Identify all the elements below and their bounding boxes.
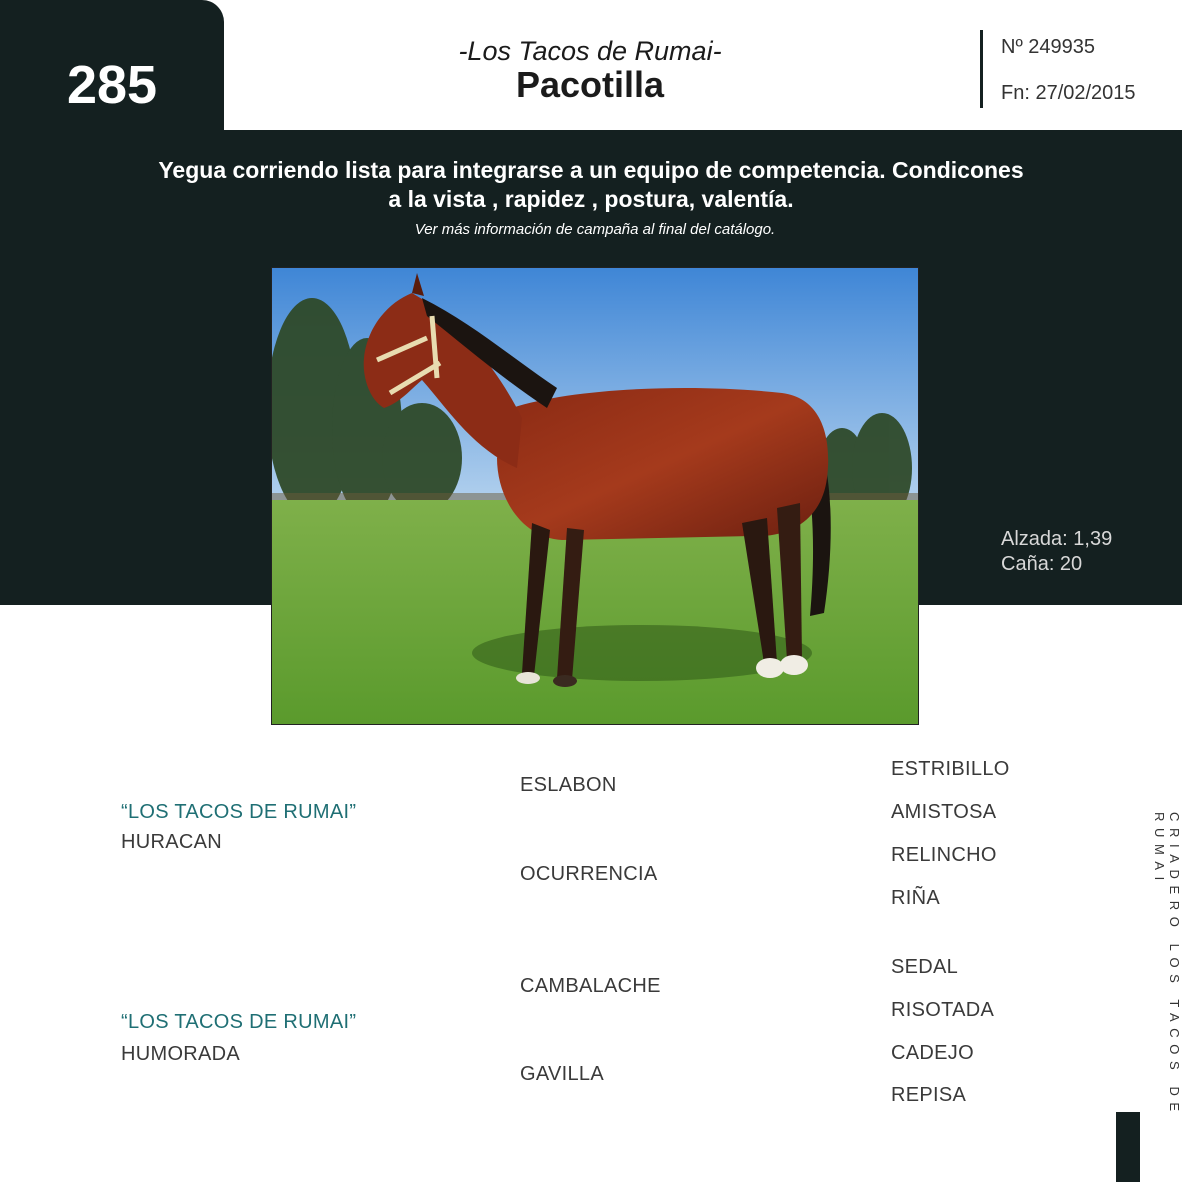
description-note: Ver más información de campaña al final del catálogo.	[414, 221, 776, 238]
description	[120, 156, 1062, 214]
sire-name: HURACAN	[121, 831, 222, 853]
horse-photo	[271, 267, 919, 725]
lot-number: 285	[66, 55, 158, 115]
breeder-name: -Los Tacos de Rumai-	[458, 36, 722, 66]
sire-dam: OCURRENCIA	[520, 863, 658, 885]
birth-date: Fn: 27/02/2015	[1001, 82, 1136, 104]
side-bar	[1116, 1112, 1140, 1182]
great-grandparent: RIÑA	[891, 887, 940, 909]
great-grandparent: ESTRIBILLO	[891, 758, 1010, 780]
sire-sire: ESLABON	[520, 774, 617, 796]
dam-sire: CAMBALACHE	[520, 975, 661, 997]
great-grandparent: REPISA	[891, 1084, 967, 1106]
sire-breeder: “LOS TACOS DE RUMAI”	[121, 801, 357, 823]
great-grandparent: CADEJO	[891, 1042, 974, 1064]
dam-name: HUMORADA	[121, 1043, 241, 1065]
great-grandparent: RISOTADA	[891, 999, 995, 1021]
horse-name: Pacotilla	[515, 64, 665, 105]
dam-dam: GAVILLA	[520, 1063, 604, 1085]
great-grandparent: RELINCHO	[891, 844, 997, 866]
height-measurement: Alzada: 1,39	[1001, 528, 1113, 550]
great-grandparent: AMISTOSA	[891, 801, 997, 823]
registration-number: Nº 249935	[1001, 36, 1096, 58]
description-line-1: Yegua corriendo lista para integrarse a un equipo de competencia. Condicones	[158, 157, 1024, 183]
dam-breeder: “LOS TACOS DE RUMAI”	[121, 1011, 357, 1033]
lot-tab	[0, 0, 224, 152]
great-grandparent: SEDAL	[891, 956, 959, 978]
side-label: CRIADERO LOS TACOS DE RUMAI	[1152, 812, 1182, 1118]
header-divider	[980, 30, 983, 108]
cannon-measurement: Caña: 20	[1001, 553, 1083, 575]
description-line-2: a la vista , rapidez , postura, valentía.	[388, 186, 794, 212]
